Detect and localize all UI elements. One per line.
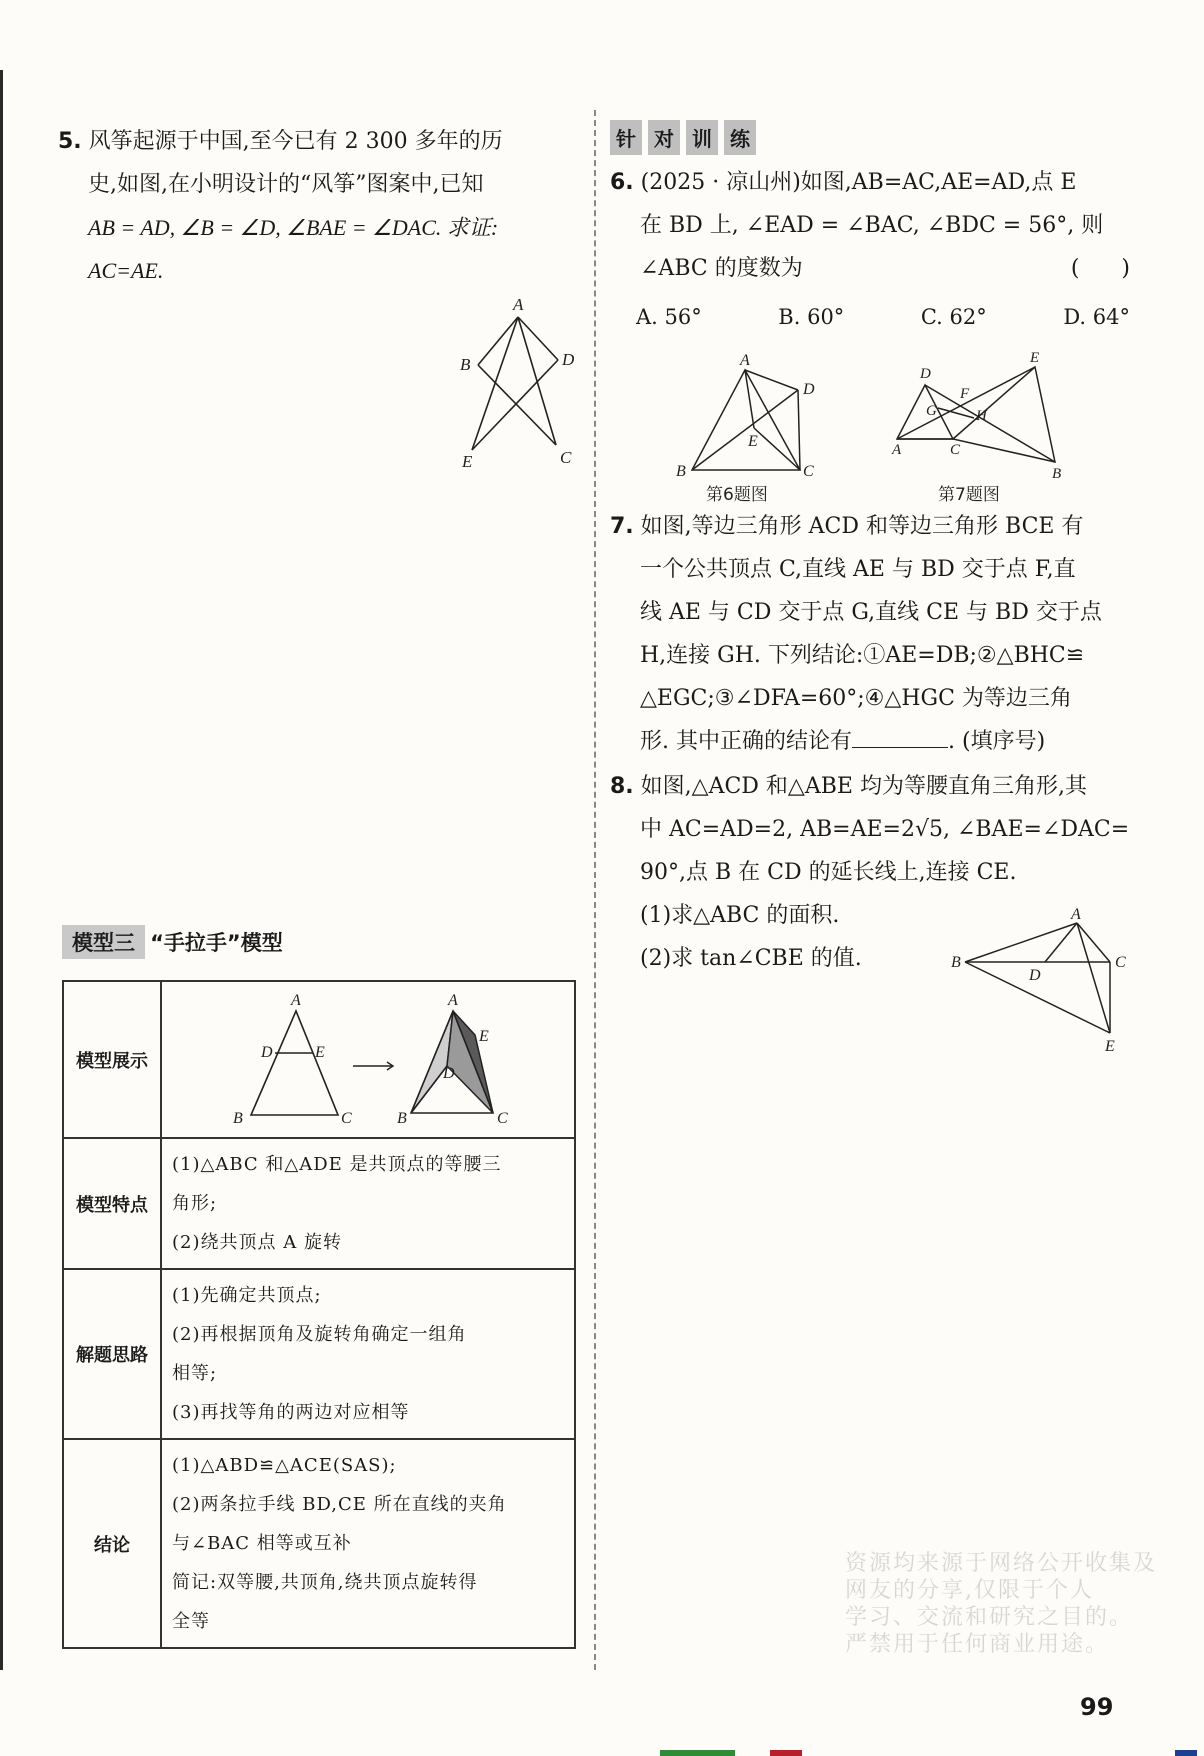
sub-question: (1)求△ABC 的面积. bbox=[640, 903, 840, 928]
row-body bbox=[161, 1269, 575, 1439]
table-row bbox=[63, 981, 575, 1138]
question-7 bbox=[610, 505, 1130, 763]
table-row bbox=[63, 1439, 575, 1648]
vertex-label-f: F bbox=[960, 386, 970, 402]
vertex-label-b: B bbox=[951, 954, 961, 971]
figure-caption: 第6题图 bbox=[706, 485, 768, 505]
question-5 bbox=[58, 120, 578, 292]
question-text: 在 BD 上, ∠EAD = ∠BAC, ∠BDC = 56°, 则 bbox=[640, 213, 1104, 238]
row-line: (1)先确定共顶点; bbox=[172, 1285, 322, 1306]
options bbox=[610, 296, 1130, 339]
vertex-label-c: C bbox=[803, 463, 814, 480]
row-head: 模型展示 bbox=[63, 981, 161, 1138]
vertex-label-d: D bbox=[1029, 967, 1041, 984]
question-text: 如图,△ACD 和△ABE 均为等腰直角三角形,其 bbox=[640, 774, 1087, 799]
model-table bbox=[62, 980, 576, 1649]
question-number: 8. bbox=[610, 774, 634, 799]
question-text: 风筝起源于中国,至今已有 2 300 多年的历 bbox=[88, 129, 503, 154]
vertex-label-b: B bbox=[397, 1110, 407, 1127]
option-b: B. 60° bbox=[778, 305, 845, 329]
vertex-label-e: E bbox=[462, 452, 473, 471]
training-char: 对 bbox=[648, 120, 680, 155]
training-char: 针 bbox=[610, 120, 642, 155]
row-line: 全等 bbox=[172, 1611, 210, 1632]
color-bar-green bbox=[660, 1750, 735, 1756]
color-bar-red bbox=[770, 1750, 802, 1756]
question-text: △EGC;③∠DFA=60°;④△HGC 为等边三角 bbox=[640, 686, 1072, 711]
row-line: 简记:双等腰,共顶角,绕共顶点旋转得 bbox=[172, 1572, 478, 1593]
option-d: D. 64° bbox=[1063, 305, 1130, 329]
vertex-label-a: A bbox=[1071, 906, 1081, 923]
question-text: 线 AE 与 CD 交于点 G,直线 CE 与 BD 交于点 bbox=[640, 600, 1102, 625]
vertex-label-a: A bbox=[448, 992, 458, 1009]
table-row bbox=[63, 1138, 575, 1269]
question-text: ∠ABC 的度数为 bbox=[640, 256, 803, 281]
question-text: AC=AE. bbox=[88, 258, 164, 283]
vertex-label-a: A bbox=[740, 352, 750, 369]
question-text: 90°,点 B 在 CD 的延长线上,连接 CE. bbox=[640, 860, 1017, 885]
vertex-label-c: C bbox=[560, 448, 572, 467]
vertex-label-a: A bbox=[892, 442, 902, 458]
figure-caption: 第7题图 bbox=[938, 485, 1000, 505]
row-line: 角形; bbox=[172, 1193, 218, 1214]
vertex-label-b: B bbox=[460, 355, 471, 374]
question-line bbox=[610, 247, 1130, 290]
vertex-label-b: B bbox=[1052, 466, 1062, 482]
section-title: “手拉手”模型 bbox=[150, 931, 283, 955]
training-char: 练 bbox=[724, 120, 756, 155]
row-head: 结论 bbox=[63, 1439, 161, 1648]
row-line: 与∠BAC 相等或互补 bbox=[172, 1533, 352, 1554]
row-head: 解题思路 bbox=[63, 1269, 161, 1439]
vertex-label-c: C bbox=[497, 1110, 508, 1127]
vertex-label-d: D bbox=[443, 1065, 455, 1082]
kite-figure bbox=[450, 295, 590, 475]
row-line: (2)再根据顶角及旋转角确定一组角 bbox=[172, 1324, 467, 1345]
option-a: A. 56° bbox=[636, 305, 702, 329]
model-figure-cell bbox=[161, 981, 575, 1138]
training-char: 训 bbox=[686, 120, 718, 155]
figure-7 bbox=[880, 350, 1080, 510]
watermark-line: 严禁用于任何商业用途。 bbox=[845, 1632, 1110, 1657]
row-line: (2)绕共顶点 A 旋转 bbox=[172, 1232, 342, 1253]
column-divider bbox=[594, 110, 596, 1670]
vertex-label-e: E bbox=[748, 433, 758, 450]
row-line: (1)△ABC 和△ADE 是共顶点的等腰三 bbox=[172, 1154, 502, 1175]
question-text: 一个公共顶点 C,直线 AE 与 BD 交于点 F,直 bbox=[640, 557, 1076, 582]
vertex-label-c: C bbox=[1115, 954, 1126, 971]
vertex-label-g: G bbox=[926, 403, 937, 419]
watermark-line: 学习、交流和研究之目的。 bbox=[845, 1605, 1134, 1630]
question-number: 7. bbox=[610, 514, 634, 539]
vertex-label-d: D bbox=[562, 350, 575, 369]
vertex-label-h: H bbox=[976, 408, 987, 424]
vertex-label-a: A bbox=[513, 295, 524, 314]
watermark-line: 资源均来源于网络公开收集及 bbox=[845, 1551, 1158, 1576]
watermark-line: 网友的分享,仅限于个人 bbox=[845, 1578, 1094, 1603]
figure-8 bbox=[945, 905, 1135, 1055]
row-head: 模型特点 bbox=[63, 1138, 161, 1269]
row-line: 相等; bbox=[172, 1363, 218, 1384]
vertex-label-d: D bbox=[261, 1044, 273, 1061]
training-tag bbox=[610, 120, 756, 155]
vertex-label-e: E bbox=[479, 1028, 489, 1045]
vertex-label-e: E bbox=[1030, 350, 1040, 366]
vertex-label-c: C bbox=[341, 1110, 352, 1127]
table-row bbox=[63, 1269, 575, 1439]
row-line: (2)两条拉手线 BD,CE 所在直线的夹角 bbox=[172, 1494, 507, 1515]
right-column bbox=[610, 120, 1130, 339]
vertex-label-a: A bbox=[291, 992, 301, 1009]
sub-question: (2)求 tan∠CBE 的值. bbox=[640, 946, 862, 971]
vertex-label-c: C bbox=[950, 442, 961, 458]
question-6 bbox=[610, 161, 1130, 339]
answer-blank[interactable] bbox=[852, 747, 948, 748]
left-column bbox=[58, 120, 578, 292]
question-text: AB = AD, ∠B = ∠D, ∠BAE = ∠DAC. 求证: bbox=[88, 215, 499, 240]
vertex-label-b: B bbox=[676, 463, 686, 480]
question-number: 6. bbox=[610, 170, 634, 195]
question-text: 中 AC=AD=2, AB=AE=2√5, ∠BAE=∠DAC= bbox=[640, 817, 1130, 842]
page-edge bbox=[0, 70, 3, 1670]
question-text: (2025 · 凉山州)如图,AB=AC,AE=AD,点 E bbox=[640, 170, 1077, 195]
vertex-label-e: E bbox=[1105, 1038, 1115, 1055]
option-c: C. 62° bbox=[920, 305, 987, 329]
hand-in-hand-figure bbox=[163, 983, 573, 1131]
question-text: . (填序号) bbox=[948, 729, 1046, 754]
color-bar-blue bbox=[1175, 1750, 1197, 1756]
question-number: 5. bbox=[58, 129, 82, 154]
question-text: 如图,等边三角形 ACD 和等边三角形 BCE 有 bbox=[640, 514, 1084, 539]
vertex-label-e: E bbox=[315, 1044, 325, 1061]
vertex-label-d: D bbox=[803, 381, 815, 398]
section-tag: 模型三 bbox=[62, 925, 145, 959]
row-body bbox=[161, 1439, 575, 1648]
figure-6 bbox=[670, 350, 820, 510]
question-text: 史,如图,在小明设计的“风筝”图案中,已知 bbox=[88, 172, 484, 197]
question-line bbox=[610, 720, 1130, 763]
page-number: 99 bbox=[1080, 1693, 1114, 1721]
vertex-label-d: D bbox=[920, 366, 931, 382]
row-body bbox=[161, 1138, 575, 1269]
question-text: H,连接 GH. 下列结论:①AE=DB;②△BHC≌ bbox=[640, 643, 1085, 668]
section-header bbox=[62, 925, 283, 959]
vertex-label-b: B bbox=[233, 1110, 243, 1127]
answer-paren: ( ) bbox=[1070, 256, 1130, 281]
row-line: (3)再找等角的两边对应相等 bbox=[172, 1402, 410, 1423]
question-text: 形. 其中正确的结论有 bbox=[640, 729, 852, 754]
watermark bbox=[845, 1550, 1204, 1658]
row-line: (1)△ABD≌△ACE(SAS); bbox=[172, 1455, 397, 1476]
